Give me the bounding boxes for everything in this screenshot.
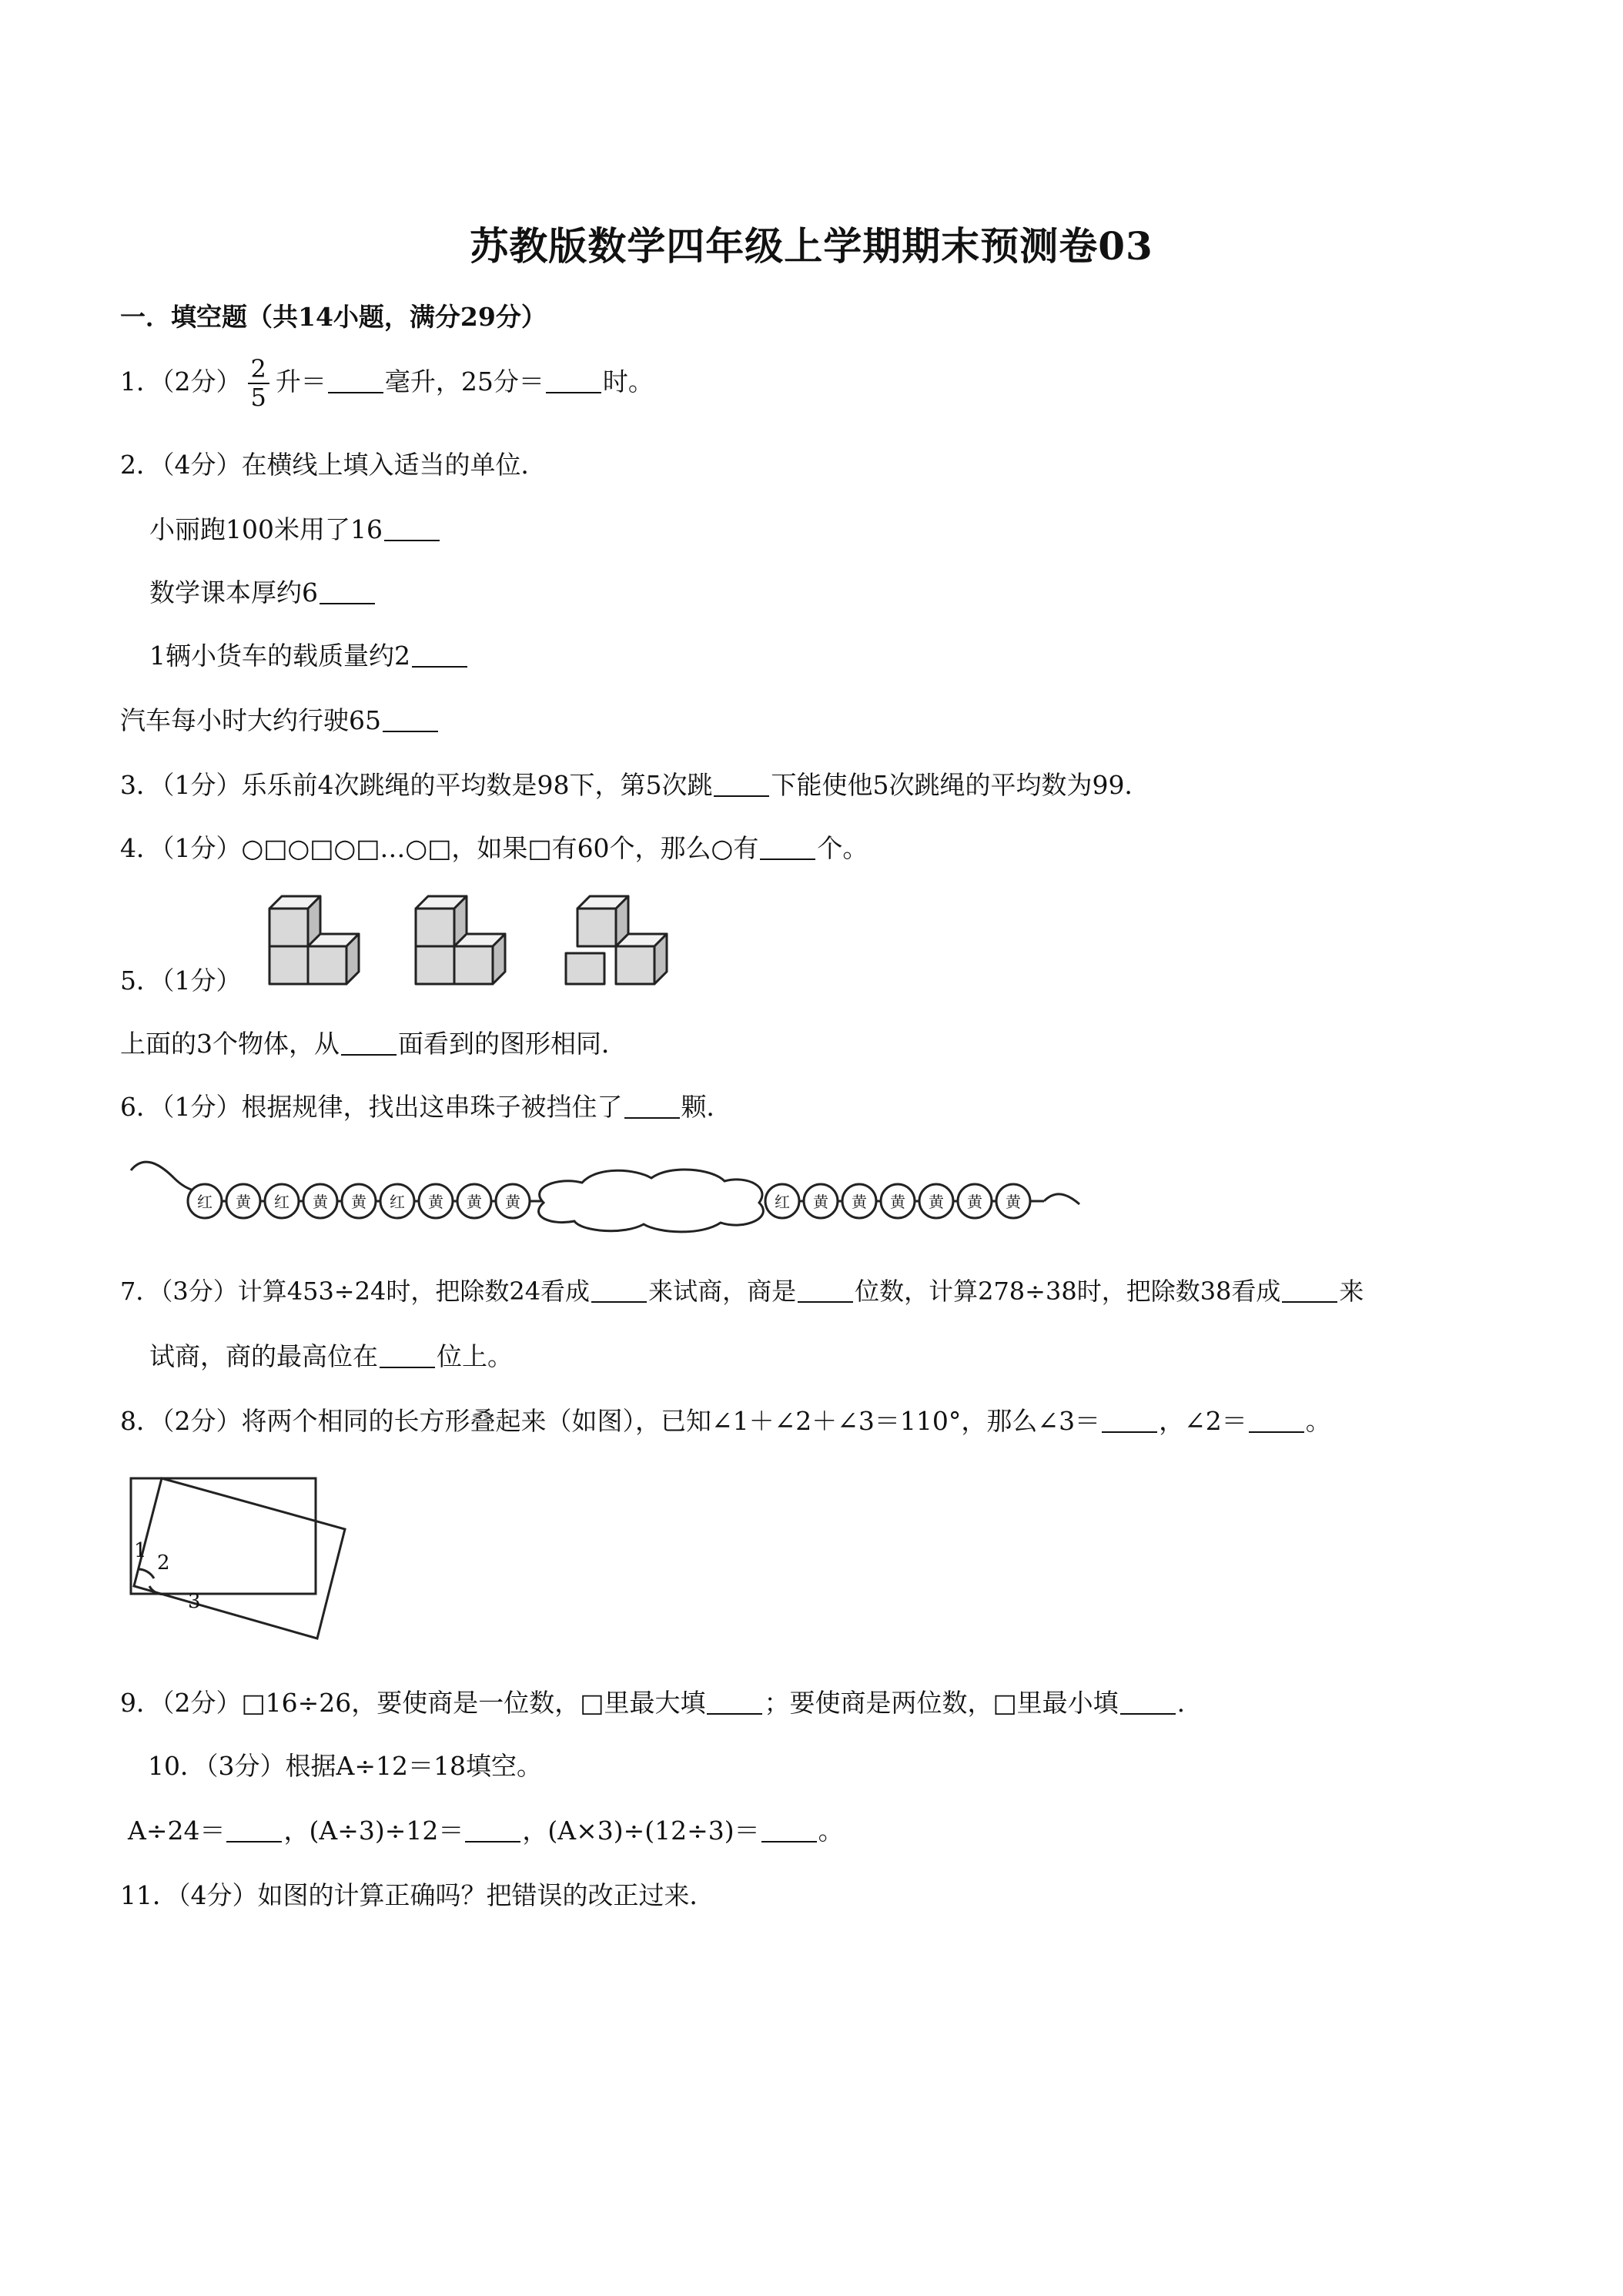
bead-label: 黄 [929, 1193, 944, 1211]
bead-label: 黄 [467, 1193, 482, 1211]
answer-blank[interactable] [320, 577, 375, 604]
answer-blank[interactable] [714, 770, 769, 797]
question-10 [128, 1816, 844, 1846]
answer-blank[interactable] [624, 1092, 680, 1119]
fraction-numerator: 2 [248, 356, 269, 384]
q7-text-b: 来试商，商是 [648, 1277, 797, 1306]
question-1 [120, 356, 654, 411]
q6-text-a: 6．（1分）根据规律，找出这串珠子被挡住了 [120, 1092, 623, 1122]
q10-text-a: A÷24＝ [128, 1816, 226, 1846]
question-2-head: 2．（4分）在横线上填入适当的单位． [120, 450, 547, 480]
answer-blank[interactable] [380, 1341, 435, 1368]
question-2-line-3 [149, 641, 469, 671]
answer-blank[interactable] [591, 1277, 647, 1303]
q2-l3-text: 1辆小货车的载质量约2 [149, 641, 410, 671]
question-4 [120, 833, 868, 864]
answer-blank[interactable] [1120, 1688, 1176, 1715]
q4-text-a: 4．（1分）○□○□○□…○□，如果□有60个，那么○有 [120, 833, 759, 863]
bead-label: 黄 [967, 1193, 982, 1211]
q7-text-f: 位上。 [437, 1341, 513, 1371]
answer-blank[interactable] [383, 705, 438, 732]
answer-blank[interactable] [707, 1688, 762, 1715]
beads-right [765, 1184, 1030, 1218]
answer-blank[interactable] [546, 366, 601, 393]
answer-blank[interactable] [760, 833, 815, 860]
q7-text-e: 试商，商的最高位在 [149, 1341, 378, 1371]
beads-left [188, 1184, 530, 1218]
q8-text-a: 8．（2分）将两个相同的长方形叠起来（如图），已知∠1＋∠2＋∠3＝110°，那么∠3＝ [120, 1406, 1101, 1436]
cube-object-2 [416, 896, 505, 984]
angle-2-label: 2 [157, 1551, 170, 1575]
cube-figures [262, 885, 678, 997]
question-7-cont [149, 1341, 513, 1372]
answer-blank[interactable] [1249, 1406, 1304, 1433]
bead-label: 黄 [351, 1193, 366, 1211]
answer-blank[interactable] [465, 1816, 520, 1842]
q1-text-c: 时。 [602, 366, 654, 397]
bead-label: 红 [197, 1193, 212, 1211]
cloud-cover [539, 1170, 764, 1232]
bead-string-figure [128, 1147, 1083, 1247]
answer-blank[interactable] [412, 641, 467, 668]
angle-3-label: 3 [188, 1590, 201, 1613]
question-9 [120, 1688, 1185, 1719]
bead-label: 黄 [1006, 1193, 1021, 1211]
rectangles-figure [123, 1471, 385, 1648]
question-2-line-2 [149, 577, 376, 608]
q6-text-b: 颗． [681, 1092, 732, 1122]
answer-blank[interactable] [798, 1277, 853, 1303]
cube-object-1 [269, 896, 359, 984]
question-2-line-1 [149, 514, 441, 545]
q9-text-a: 9．（2分）□16÷26，要使商是一位数，□里最大填 [120, 1688, 706, 1718]
q3-text-a: 3．（1分）乐乐前4次跳绳的平均数是98下，第5次跳 [120, 770, 713, 800]
bead-label: 黄 [428, 1193, 443, 1211]
answer-blank[interactable] [1282, 1277, 1337, 1303]
q3-text-b: 下能使他5次跳绳的平均数为99． [771, 770, 1150, 800]
section-heading: 一．填空题（共14小题，满分29分） [120, 302, 547, 332]
fraction [248, 356, 269, 411]
q2-l1-text: 小丽跑100米用了16 [149, 514, 383, 544]
q8-text-b: ，∠2＝ [1159, 1406, 1247, 1436]
q8-text-c: 。 [1305, 1406, 1331, 1436]
q5-text-b: 面看到的图形相同． [398, 1029, 627, 1059]
q7-text-c: 位数，计算278÷38时，把除数38看成 [855, 1277, 1281, 1306]
question-11: 11．（4分）如图的计算正确吗？把错误的改正过来． [120, 1880, 715, 1910]
bead-label: 黄 [505, 1193, 520, 1211]
page-title: 苏教版数学四年级上学期期末预测卷03 [470, 223, 1153, 269]
fraction-denominator: 5 [250, 383, 266, 413]
question-5 [120, 1029, 627, 1059]
q1-text-b: 毫升，25分＝ [384, 366, 544, 397]
q9-text-b: ；要使商是两位数，□里最小填 [764, 1688, 1119, 1718]
q1-text-a: 升＝ [275, 366, 326, 397]
q10-text-b: ，(A÷3)÷12＝ [283, 1816, 464, 1846]
q1-prefix: 1．（2分） [120, 366, 242, 397]
q4-text-b: 个。 [817, 833, 868, 863]
bead-label: 黄 [313, 1193, 328, 1211]
question-2-line-4 [120, 705, 440, 736]
bead-label: 黄 [236, 1193, 251, 1211]
q5-text-a: 上面的3个物体，从 [120, 1029, 340, 1059]
bead-label: 红 [775, 1193, 790, 1211]
question-7 [120, 1277, 1364, 1306]
question-5-head: 5．（1分） [120, 966, 242, 996]
q2-l4-text: 汽车每小时大约行驶65 [120, 705, 381, 735]
q7-text-d: 来 [1339, 1277, 1364, 1306]
q9-text-c: . [1176, 1688, 1186, 1718]
q10-text-d: 。 [818, 1816, 844, 1846]
bead-label: 红 [274, 1193, 289, 1211]
q2-l2-text: 数学课本厚约6 [149, 577, 318, 607]
question-10-head: 10．（3分）根据A÷12＝18填空。 [148, 1751, 542, 1781]
answer-blank[interactable] [1102, 1406, 1157, 1433]
answer-blank[interactable] [226, 1816, 282, 1842]
angle-1-label: 1 [134, 1539, 147, 1562]
q7-text-a: 7．（3分）计算453÷24时，把除数24看成 [120, 1277, 591, 1306]
answer-blank[interactable] [341, 1029, 397, 1056]
q10-text-c: ，(A×3)÷(12÷3)＝ [522, 1816, 760, 1846]
question-6 [120, 1092, 732, 1123]
answer-blank[interactable] [761, 1816, 817, 1842]
cube-object-3 [566, 896, 667, 984]
answer-blank[interactable] [384, 514, 440, 541]
answer-blank[interactable] [328, 366, 383, 393]
bead-label: 黄 [813, 1193, 828, 1211]
bead-label: 红 [390, 1193, 405, 1211]
bead-label: 黄 [852, 1193, 867, 1211]
question-3 [120, 770, 1149, 801]
question-8 [120, 1406, 1331, 1437]
bead-label: 黄 [890, 1193, 905, 1211]
